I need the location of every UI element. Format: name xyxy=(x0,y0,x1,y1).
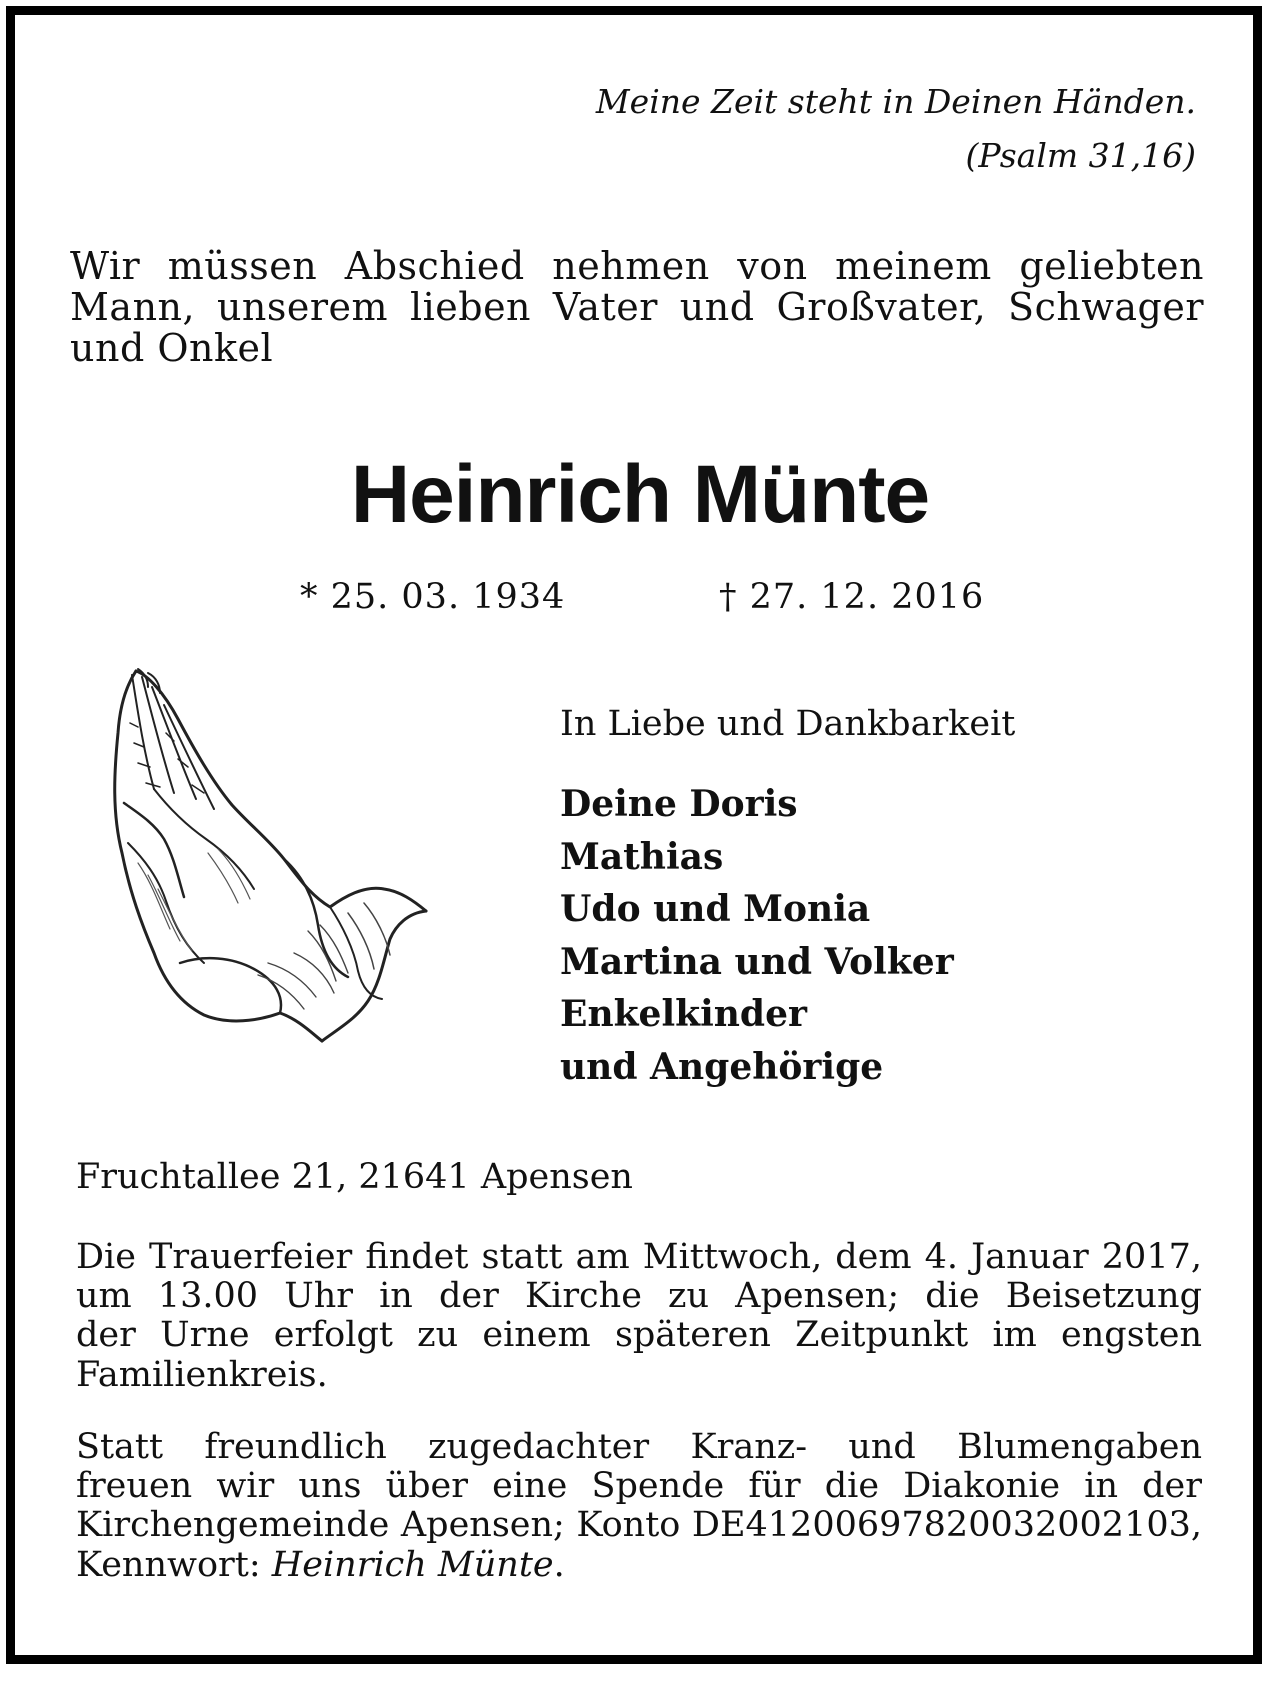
keyword-label: Kennwort: xyxy=(76,1544,272,1585)
mourners-heading: In Liebe und Dankbarkeit xyxy=(560,704,1016,744)
donation-line: Statt freundlich zugedachter Kranz- und Blumengaben xyxy=(76,1427,1202,1467)
donation-line: Kirchengemeinde Apensen; Konto DE41200697820032002103, xyxy=(76,1505,1202,1546)
mourner-name: Udo und Monia xyxy=(560,888,871,930)
funeral-line: der Urne erfolgt zu einem späteren Zeitpunkt im engsten xyxy=(76,1315,1202,1356)
mourner-name: Enkelkinder xyxy=(560,993,807,1035)
bible-quote: Meine Zeit steht in Deinen Händen. xyxy=(595,82,1196,121)
mourner-name: Deine Doris xyxy=(560,783,798,825)
keyword-period: . xyxy=(553,1544,565,1585)
funeral-line: um 13.00 Uhr in der Kirche zu Apensen; die Beisetzung xyxy=(76,1276,1202,1317)
keyword-name: Heinrich Münte xyxy=(271,1544,554,1585)
funeral-line: Familienkreis. xyxy=(76,1354,328,1395)
deceased-name: Heinrich Münte xyxy=(350,449,930,540)
funeral-info xyxy=(76,1238,1202,1395)
bible-reference: (Psalm 31,16) xyxy=(965,136,1196,175)
family-address: Fruchtallee 21, 21641 Apensen xyxy=(76,1157,633,1197)
mourner-name: Martina und Volker xyxy=(560,940,954,983)
death-date: † 27. 12. 2016 xyxy=(719,577,985,617)
funeral-line: Die Trauerfeier findet statt am Mittwoch, dem 4. Januar 2017, xyxy=(76,1237,1202,1277)
intro-line: und Onkel xyxy=(70,326,274,371)
donation-line: freuen wir uns über eine Spende für die Diakonie in der xyxy=(76,1466,1202,1507)
mourners-list xyxy=(560,778,954,1093)
intro-line: Mann, unserem lieben Vater und Großvater, Schwager xyxy=(70,285,1204,330)
praying-hands-icon xyxy=(108,663,428,1043)
donation-keyword-line xyxy=(76,1546,1202,1585)
donation-info xyxy=(76,1428,1202,1585)
intro-text xyxy=(70,246,1204,369)
intro-line: Wir müssen Abschied nehmen von meinem geliebten xyxy=(70,244,1204,288)
mourner-name: Mathias xyxy=(560,835,724,878)
mourner-name: und Angehörige xyxy=(560,1045,884,1088)
birth-date: * 25. 03. 1934 xyxy=(300,577,566,617)
